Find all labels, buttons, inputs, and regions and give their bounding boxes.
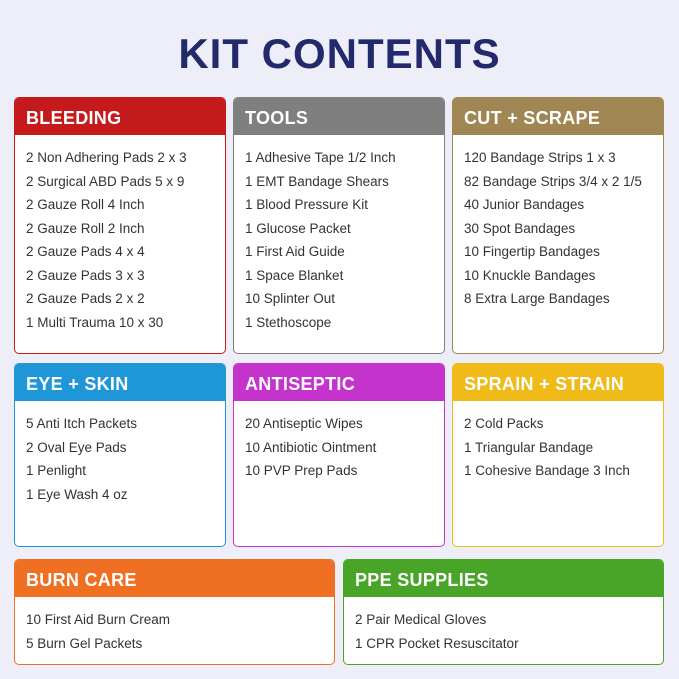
list-item: 30 Spot Bandages <box>464 220 576 236</box>
list-item: 2 Cold Packs <box>464 416 544 431</box>
list-item: 10 Splinter Out <box>245 291 336 306</box>
list-item: 1 Penlight <box>26 463 87 478</box>
section-cut-scrape <box>452 97 664 354</box>
list-item: 1 Stethoscope <box>245 314 332 330</box>
list-item: 20 Antiseptic Wipes <box>245 416 363 431</box>
section-ppe-supplies <box>343 559 664 665</box>
list-item: 1 Blood Pressure Kit <box>245 197 369 212</box>
list-item: 2 Gauze Pads 2 x 2 <box>26 291 145 306</box>
item-list <box>453 401 663 483</box>
list-item: 1 Adhesive Tape 1/2 Inch <box>245 150 396 165</box>
list-item: 1 Glucose Packet <box>245 220 351 236</box>
section-tools <box>233 97 445 354</box>
section-bleeding <box>14 97 226 354</box>
section-header: TOOLS <box>234 98 444 135</box>
section-header: ANTISEPTIC <box>234 364 444 401</box>
list-item: 2 Gauze Pads 4 x 4 <box>26 244 145 259</box>
item-list <box>15 135 225 334</box>
list-item: 1 Eye Wash 4 oz <box>26 486 128 502</box>
list-item: 2 Gauze Pads 3 x 3 <box>26 267 145 283</box>
section-header: CUT + SCRAPE <box>453 98 663 135</box>
section-eye-skin <box>14 363 226 547</box>
item-list <box>234 401 444 483</box>
list-item: 2 Surgical ABD Pads 5 x 9 <box>26 173 185 189</box>
item-list <box>344 597 663 655</box>
list-item: 1 EMT Bandage Shears <box>245 173 389 189</box>
list-item: 1 Cohesive Bandage 3 Inch <box>464 463 630 478</box>
list-item: 2 Gauze Roll 2 Inch <box>26 220 145 236</box>
section-sprain-strain <box>452 363 664 547</box>
list-item: 1 Space Blanket <box>245 267 344 283</box>
list-item: 8 Extra Large Bandages <box>464 291 610 306</box>
list-item: 5 Anti Itch Packets <box>26 416 138 431</box>
section-burn-care <box>14 559 335 665</box>
section-header: PPE SUPPLIES <box>344 560 663 597</box>
section-antiseptic <box>233 363 445 547</box>
list-item: 2 Pair Medical Gloves <box>355 612 487 627</box>
section-header: BLEEDING <box>15 98 225 135</box>
section-header: EYE + SKIN <box>15 364 225 401</box>
section-header: BURN CARE <box>15 560 334 597</box>
list-item: 82 Bandage Strips 3/4 x 2 1/5 <box>464 173 642 189</box>
list-item: 10 Knuckle Bandages <box>464 267 596 283</box>
item-list <box>15 401 225 506</box>
list-item: 40 Junior Bandages <box>464 197 585 212</box>
list-item: 10 PVP Prep Pads <box>245 463 358 478</box>
list-item: 10 Fingertip Bandages <box>464 244 600 259</box>
item-list <box>453 135 663 311</box>
list-item: 1 Triangular Bandage <box>464 439 594 455</box>
section-header: SPRAIN + STRAIN <box>453 364 663 401</box>
list-item: 2 Non Adhering Pads 2 x 3 <box>26 150 187 165</box>
list-item: 10 First Aid Burn Cream <box>26 612 171 627</box>
list-item: 1 CPR Pocket Resuscitator <box>355 635 519 651</box>
list-item: 5 Burn Gel Packets <box>26 635 143 651</box>
list-item: 1 Multi Trauma 10 x 30 <box>26 314 164 330</box>
list-item: 120 Bandage Strips 1 x 3 <box>464 150 616 165</box>
list-item: 2 Oval Eye Pads <box>26 439 127 455</box>
page-title: KIT CONTENTS <box>178 30 501 77</box>
list-item: 2 Gauze Roll 4 Inch <box>26 197 145 212</box>
item-list <box>15 597 334 655</box>
list-item: 1 First Aid Guide <box>245 244 345 259</box>
item-list <box>234 135 444 334</box>
list-item: 10 Antibiotic Ointment <box>245 439 377 455</box>
